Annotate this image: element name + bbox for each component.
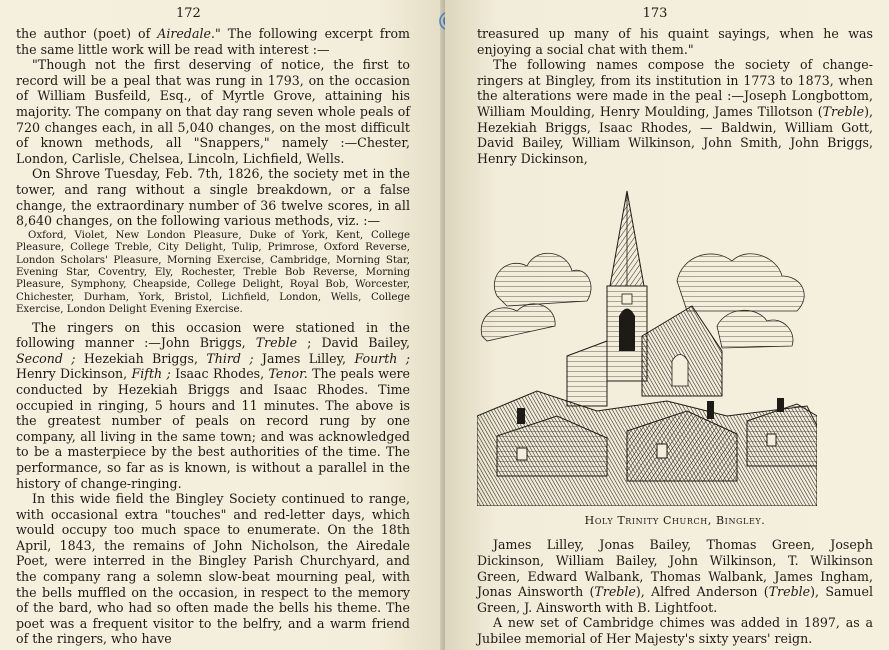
methods-list xyxy=(16,230,410,317)
left-page xyxy=(0,0,444,650)
text-run: On Shrove Tuesday, Feb. 7th, 1826, the society met in the tower, and rang without a single breakdown, or a false change, the extraordinary number of 36 twelve scores, in all 8,640 changes, on the following various methods, viz. :— xyxy=(16,166,410,229)
italic-text: Airedale. xyxy=(157,26,215,41)
text-run: James Lilley, xyxy=(253,350,355,366)
text-run: ), Alfred Anderson ( xyxy=(635,584,769,600)
paragraph xyxy=(477,26,873,57)
text-run: ), Samuel Green, J. Ainsworth with B. Lightfoot. xyxy=(477,584,873,615)
text-run: A new set of Cambridge chimes was added in 1897, as a Jubilee memorial of Her Majesty's sixty years' reign. xyxy=(477,615,873,646)
italic-text: Second ; xyxy=(16,350,76,366)
italic-text: Third ; xyxy=(206,350,254,366)
paragraph xyxy=(16,57,410,166)
italic-text: Treble xyxy=(594,584,636,600)
right-page-number: 173 xyxy=(642,6,668,21)
text-run: treasured up many of his quaint sayings, when he was enjoying a social chat with them." xyxy=(477,26,873,57)
text-run: "Though not the first deserving of notice, the first to record will be a peal that was rung in 1793, on the occasion of William Busfeild, Esq., of Myrtle Grove, attaining his majority. The company on that day rang seven whole peals of 720 changes each, in all 5,040 changes, on the most difficult of known methods, all "Snappers," namely :—Chester, London, Carlisle, Chelsea, Lincoln, Lichfield, Wells. xyxy=(16,57,410,166)
left-page-number: 172 xyxy=(176,6,201,21)
text-run: James Lilley, Jonas Bailey, Thomas Green, Joseph Dickinson, William Bailey, John Wilkinson, T. Wilkinson Green, Edward Walbank, Thomas Walbank, James Ingham, Jonas Ainsworth ( xyxy=(477,537,873,600)
italic-text: Tenor. xyxy=(268,366,308,382)
paragraph xyxy=(477,57,873,166)
paragraph xyxy=(477,615,873,646)
text-run: In this wide field the Bingley Society continued to range, with occasional extra "touches" and red-letter days, which would occupy too much space to enumerate. On the 18th April, 1843, the remains of John Nicholson, the Airedale Poet, were interred in the Bingley Parish Churchyard, and the company rang a solemn slow-beat mourning peal, with the bells muffled on the occasion, in respect to the memory of the bard, who had so often made the bells his theme. The poet was a frequent visitor to the belfry, and a warm friend of the ringers, who have xyxy=(16,491,410,647)
church-spire xyxy=(607,191,647,381)
text-run: The ringers on this occasion were stationed in the following manner :—John Briggs, xyxy=(16,319,410,351)
paragraph xyxy=(16,26,410,57)
paragraph xyxy=(477,537,873,615)
text-run: The following names compose the society of change-ringers at Bingley, from its institution in 1773 to 1873, when the alterations were made in the peal :—Joseph Longbottom, William Moulding, Henry Moulding, James Tillotson ( xyxy=(477,57,873,119)
text-run: Henry Dickinson, xyxy=(16,366,132,382)
text-run: The peals were conducted by Hezekiah Briggs and Isaac Rhodes. Time occupied in ringing, 5 hours and 11 minutes. The above is the greatest number of peals on record rung by one company, all living in the same town; and was acknowledged to be a masterpiece by the best authorities of the time. The performance, so far as is known, is without a parallel in the history of change-ringing. xyxy=(16,366,410,491)
paragraph xyxy=(16,166,410,228)
right-page xyxy=(445,0,889,650)
text-run: " The following excerpt from the same little work will be read with interest :— xyxy=(16,26,410,57)
italic-text: Fourth ; xyxy=(354,350,410,366)
text-run: the author (poet) of xyxy=(16,26,158,41)
text-run: Oxford, Violet, New London Pleasure, Duke of York, Kent, College Pleasure, College Treble, City Delight, Tulip, Primrose, Oxford Reverse, London Scholars' Pleasure, Morning Exercise, Cambridge, Morning Star, Evening Star, Coventry, Ely, Rochester, Treble Bob Reverse, Morning Pleasure, Symphony, Cheapside, College Delight, Royal Bob, Worcester, Chichester, Durham, York, Bristol, Lichfield, London, Wells, College Exercise, London Delight Evening Exercise. xyxy=(16,229,410,316)
paragraph xyxy=(16,320,410,492)
figure-caption: Holy Trinity Church, Bingley. xyxy=(584,514,766,528)
italic-text: Fifth ; xyxy=(131,366,171,382)
town-rooftops xyxy=(477,391,817,506)
italic-text: Treble xyxy=(255,335,298,351)
text-run: Hezekiah Briggs, xyxy=(75,350,207,366)
tree-left xyxy=(481,254,591,342)
church-engraving xyxy=(477,176,817,506)
text-run: ), Hezekiah Briggs, Isaac Rhodes, — Baldwin, William Gott, David Bailey, William Wilkinson, John Smith, John Briggs, Henry Dickinson, xyxy=(477,103,873,166)
text-run: Isaac Rhodes, xyxy=(170,366,269,382)
italic-text: Treble xyxy=(822,103,865,119)
paragraph xyxy=(16,491,410,647)
italic-text: Treble xyxy=(768,584,811,600)
text-run: ; David Bailey, xyxy=(297,335,410,351)
